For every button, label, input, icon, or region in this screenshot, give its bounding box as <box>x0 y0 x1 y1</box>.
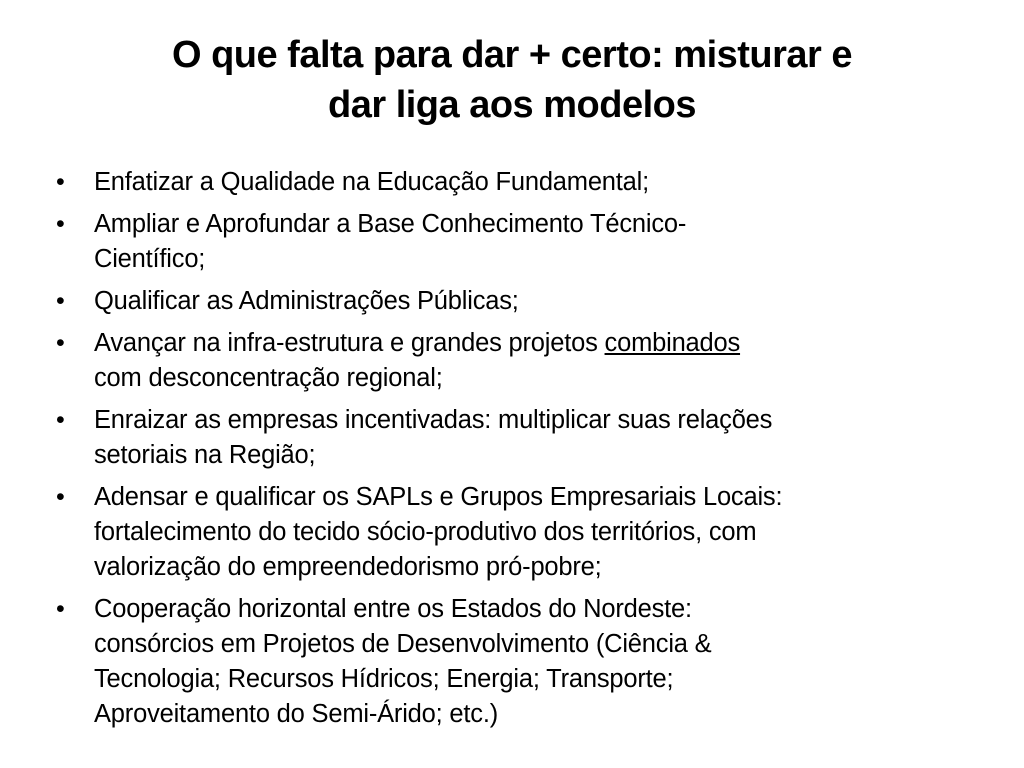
bullet-item <box>52 326 962 396</box>
bullet-text-line <box>94 326 962 361</box>
bullet-text-line: • Qualificar as Administrações Públicas; <box>94 287 519 315</box>
bullet-text-line: Aproveitamento do Semi-Árido; etc.) <box>94 700 499 728</box>
bullet-text-line: valorização do empreendedorismo pró-pobre; <box>94 553 602 581</box>
slide-title <box>60 30 964 130</box>
underlined-emphasis: combinados <box>604 329 741 357</box>
slide-title-line: O que falta para dar + certo: misturar e <box>171 34 853 76</box>
bullet-text-line: • Enraizar as empresas incentivadas: multiplicar suas relações <box>94 406 773 434</box>
bullet-item <box>52 480 962 585</box>
bullet-text-line: • Enfatizar a Qualidade na Educação Fundamental; <box>94 168 650 196</box>
slide-title-line: dar liga aos modelos <box>328 84 696 126</box>
bullet-text-line: • Ampliar e Aprofundar a Base Conhecimento Técnico- <box>94 210 687 238</box>
bullet-item <box>52 207 962 277</box>
bullet-text-line: • Adensar e qualificar os SAPLs e Grupos Empresariais Locais: <box>94 483 783 511</box>
bullet-text-line: setoriais na Região; <box>94 441 316 469</box>
bullet-text-line: fortalecimento do tecido sócio-produtivo dos territórios, com <box>94 518 757 546</box>
bullet-item <box>52 284 962 319</box>
bullet-text-line: Científico; <box>94 245 206 273</box>
bullet-text-line: Tecnologia; Recursos Hídricos; Energia; Transporte; <box>94 665 674 693</box>
bullet-text-line: com desconcentração regional; <box>94 364 443 392</box>
bullet-list <box>52 165 962 739</box>
bullet-item <box>52 165 962 200</box>
bullet-text-line: • Cooperação horizontal entre os Estados do Nordeste: <box>94 595 692 623</box>
bullet-item <box>52 403 962 473</box>
bullet-item <box>52 592 962 732</box>
bullet-text-line: consórcios em Projetos de Desenvolvimento (Ciência & <box>94 630 712 658</box>
bullet-text-segment: Avançar na infra-estrutura e grandes projetos <box>94 329 605 357</box>
